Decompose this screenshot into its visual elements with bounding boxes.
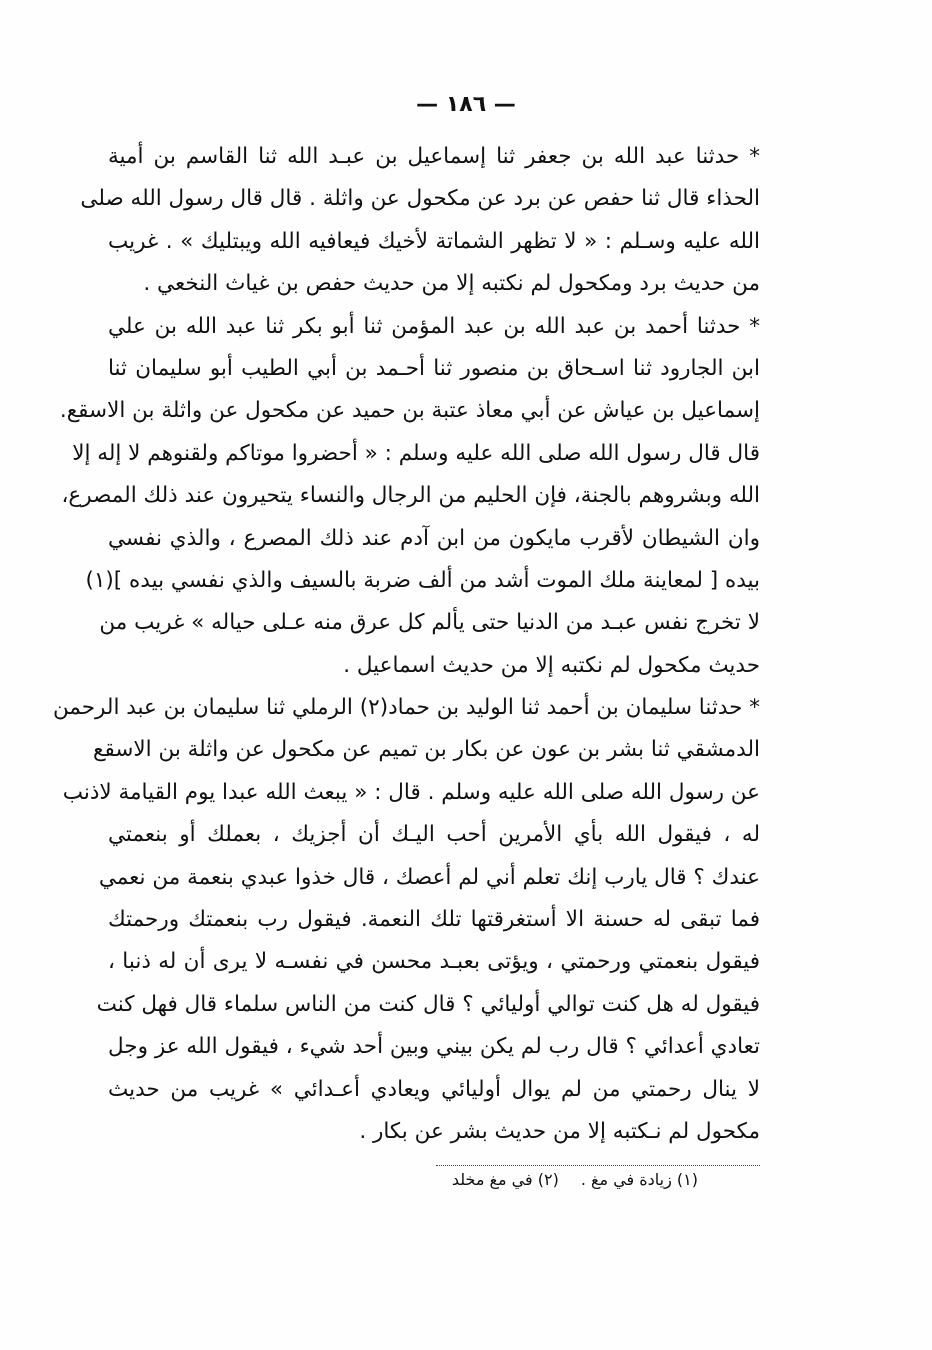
text-line: وان الشيطان لأقرب مايكون من ابن آدم عند ذلك المصرع ، والذي نفسي — [108, 525, 760, 551]
text-line: فيقول له هل كنت توالي أوليائي ؟ قال كنت من الناس سلماء قال فهل كنت — [96, 991, 760, 1017]
text-line: الدمشقي ثنا بشر بن عون عن بكار بن تميم عن مكحول عن واثلة بن الاسقع — [93, 737, 760, 763]
text-line: من حديث برد ومكحول لم نكتبه إلا من حديث حفص بن غياث النخعي . — [143, 271, 760, 297]
text-line: الله وبشروهم بالجنة، فإن الحليم من الرجال والنساء يتحيرون عند ذلك المصرع، — [61, 483, 760, 509]
text-line: عندك ؟ قال يارب إنك تعلم أني لم أعصك ، قال خذوا عبدي بنعمة من نعمي — [98, 864, 760, 890]
body-text — [52, 136, 760, 1153]
text-line: حديث مكحول لم نكتبه إلا من حديث اسماعيل . — [343, 652, 760, 678]
text-line: فما تبقى له حسنة الا أستغرقتها تلك النعمة. فيقول رب بنعمتك ورحمتك — [108, 907, 760, 933]
text-line: * حدثنا أحمد بن عبد الله بن عبد المؤمن ثنا أبو بكر ثنا عبد الله بن علي — [108, 313, 760, 339]
footnotes — [300, 1166, 698, 1194]
text-line: تعادي أعدائي ؟ قال رب لم يكن بيني وبين أحد شيء ، فيقول الله عز وجل — [108, 1034, 760, 1060]
text-line: بيده [ لمعاينة ملك الموت أشد من ألف ضربة بالسيف والذي نفسي بيده ](١) — [85, 567, 760, 593]
text-line: له ، فيقول الله بأي الأمرين أحب اليـك أن أجزيك ، بعملك أو بنعمتي — [108, 822, 760, 848]
text-line: قال قال رسول الله صلى الله عليه وسلم : « أحضروا موتاكم ولقنوهم لا إله إلا — [72, 440, 760, 466]
footnote-1: (١) زيادة في مغ . — [580, 1170, 698, 1189]
text-line: عن رسول الله صلى الله عليه وسلم . قال : « يبعث الله عبدا يوم القيامة لاذنب — [62, 779, 760, 805]
text-line: لا ينال رحمتي من لم يوال أوليائي ويعادي أعـدائي » غريب من حديث — [108, 1076, 760, 1102]
text-line: ابن الجارود ثنا اسـحاق بن منصور ثنا أحـمد بن أبي الطيب أبو سليمان ثنا — [108, 355, 760, 381]
text-line: * حدثنا سليمان بن أحمد ثنا الوليد بن حماد(٢) الرملي ثنا سليمان بن عبد الرحمن — [52, 695, 760, 721]
text-line: فيقول بنعمتي ورحمتي ، ويؤتى بعبـد محسن في نفسـه لا يرى أن له ذنبا ، — [108, 949, 760, 975]
text-line: الله عليه وسـلم : « لا تظهر الشماتة لأخيك فيعافيه الله ويبتليك » . غريب — [108, 228, 760, 254]
text-line: مكحول لم نـكتبه إلا من حديث بشر عن بكار . — [359, 1118, 760, 1144]
text-line: إسماعيل بن عياش عن أبي معاذ عتبة بن حميد عن مكحول عن واثلة بن الاسقع. — [59, 398, 760, 424]
footnote-2: (٢) في مغ مخلد — [451, 1170, 559, 1189]
text-line: لا تخرج نفس عبـد من الدنيا حتى يألم كل عرق منه عـلى حياله » غريب من — [99, 610, 760, 636]
text-line: * حدثنا عبد الله بن جعفر ثنا إسماعيل بن عبـد الله ثنا القاسم بن أمية — [108, 144, 760, 169]
text-line: الحذاء قال ثنا حفص عن برد عن مكحول عن واثلة . قال قال رسول الله صلى — [80, 186, 760, 212]
page-number: — ١٨٦ — — [416, 92, 516, 117]
